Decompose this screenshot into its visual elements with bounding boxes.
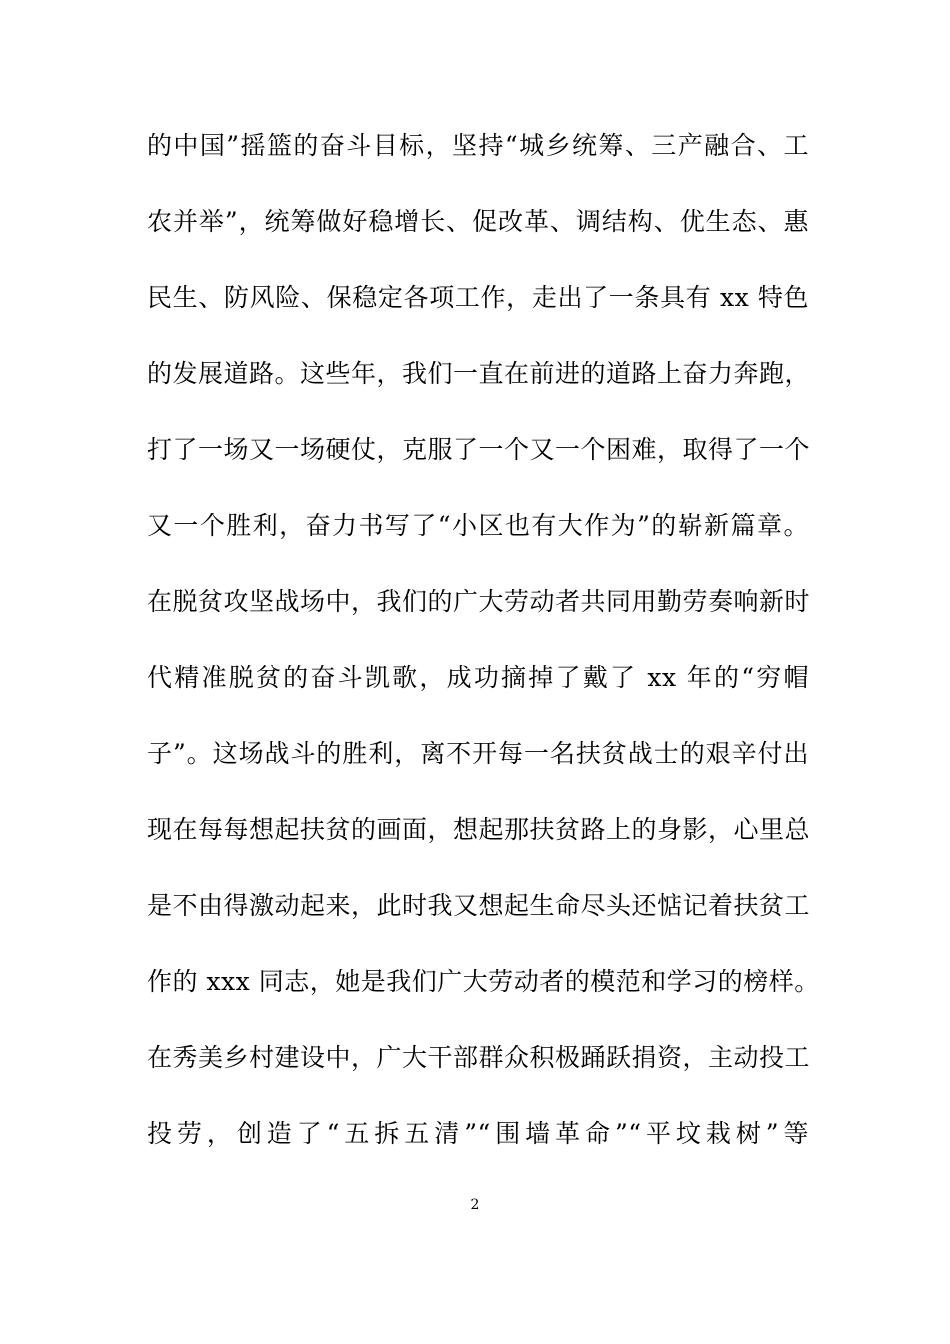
text-line: 在秀美乡村建设中，广大干部群众积极踊跃捐资，主动投工 [147, 1043, 811, 1072]
text-line: 现在每每想起扶贫的画面，想起那扶贫路上的身影，心里总 [147, 815, 811, 844]
text-line: 子”。这场战斗的胜利，离不开每一名扶贫战士的艰辛付出 [147, 739, 809, 768]
text-line: 的发展道路。这些年，我们一直在前进的道路上奋力奔跑， [147, 359, 811, 388]
text-line: 的中国”摇篮的奋斗目标，坚持“城乡统筹、三产融合、工 [147, 131, 809, 160]
text-line: 民生、防风险、保稳定各项工作，走出了一条具有 xx 特色 [147, 283, 809, 312]
text-line: 在脱贫攻坚战场中，我们的广大劳动者共同用勤劳奏响新时 [147, 587, 811, 616]
text-line: 又一个胜利，奋力书写了“小区也有大作为”的崭新篇章。 [147, 511, 809, 540]
page-number: 2 [470, 1197, 480, 1213]
body-text [147, 114, 820, 1178]
text-line: 投劳，创造了“五拆五清”“围墙革命”“平坟栽树”等 [147, 1119, 809, 1148]
text-line: 作的 xxx 同志，她是我们广大劳动者的模范和学习的榜样。 [147, 967, 820, 996]
text-line: 农并举”，统筹做好稳增长、促改革、调结构、优生态、惠 [147, 207, 809, 236]
text-line: 打了一场又一场硬仗，克服了一个又一个困难，取得了一个 [147, 435, 811, 464]
text-line: 是不由得激动起来，此时我又想起生命尽头还惦记着扶贫工 [147, 891, 811, 920]
text-line: 代精准脱贫的奋斗凯歌，成功摘掉了戴了 xx 年的“穷帽 [147, 663, 809, 692]
